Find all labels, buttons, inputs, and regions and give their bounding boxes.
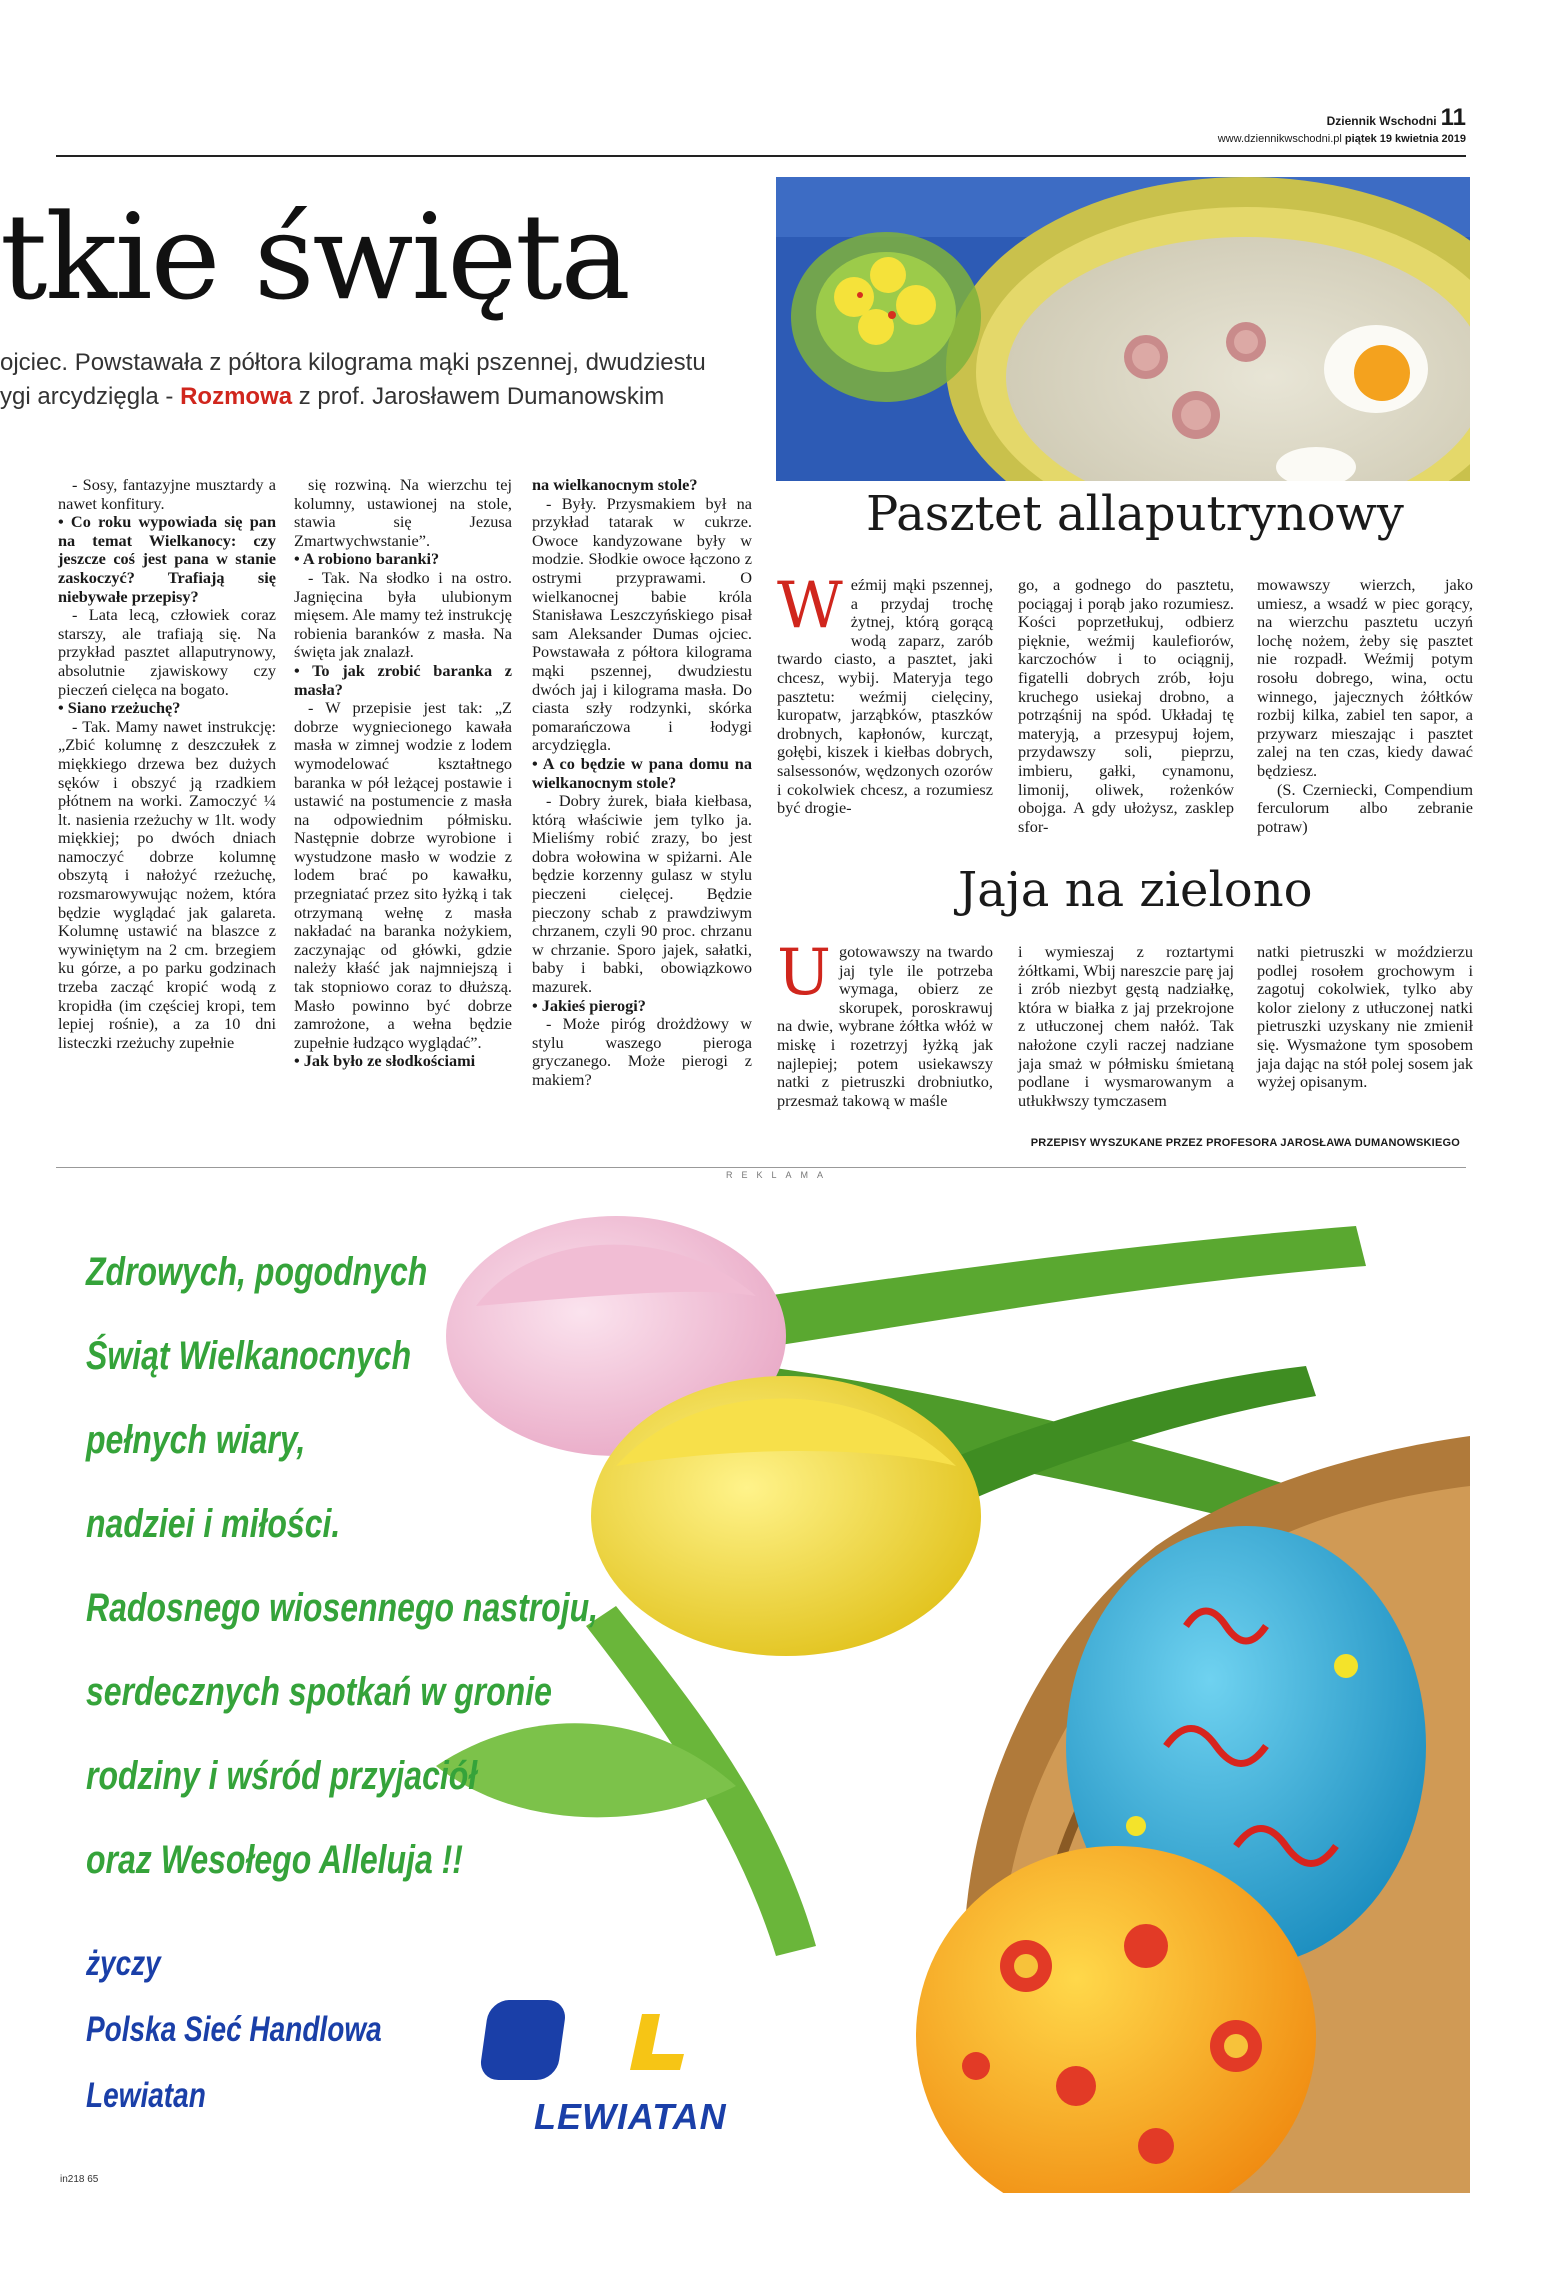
header-rule <box>56 155 1466 157</box>
recipe-2-text-2: i wymieszaj z roztartymi żółtkami, Wbij nareszcie parę jaj i zrób niezbyt gęstą nadziałkę, która w białka z jaj przekrojone z utłuczonej chem nałóż. Tak nałożone czyli raczej nadziane jaja smaż w półmisku śmietaną podlane i wysmarowanym a utłukłwszy tymczasem <box>1018 942 1234 1110</box>
wish-line: Radosnego wiosennego nastroju, <box>86 1586 599 1630</box>
lead-text: ygi arcydzięgla - <box>0 383 181 410</box>
easter-advertisement <box>56 1186 1470 2193</box>
interview-question: na wielkanocnym stole? <box>532 475 698 494</box>
lead-rozmowa: Rozmowa <box>180 383 293 410</box>
interview-answer: - Może piróg drożdżowy w stylu waszego pieroga gryczanego. Może pierogi z makiem? <box>532 1014 752 1089</box>
interview-question: • Jak było ze słodkościami <box>294 1051 476 1071</box>
interview-answer: - Były. Przysmakiem był na przykład tatarak w cukrze. Owoce kandyzowane były w modzie. Słodkie owoce łączono z ostrymi przyprawami. O wielkanocnej babie króla Stanisława Leszczyńskiego pisał sam Aleksander Dumas ojciec. Powstawała z półtora kilograma mąki pszennej, dwudziestu dwóch jaj i kilograma masła. Do ciasta szły rodzynki, skórka pomarańczowa i łodygi arcydzięgla. <box>532 493 752 755</box>
recipe-2-text-3: natki pietruszki w moździerzu podlej rosołem grochowym i zagotuj cokolwiek, tylko aby kolor zielony z utłuczonej natki pietruszki uzyskany nie zmienił się. Wysmażone tym sposobem jaja dając na stół polej sosem jak wyżej opisanym. <box>1257 942 1473 1092</box>
recipe-1-text-1: eźmij mąki pszennej, a przydaj trochę żytnej, którą gorącą wodą zaparz, zarób twardo ciasto, a pasztet, jaki chcesz, wybij. Materyja tego pasztetu: weźmij cielęciny, kuropatw, jarząbków, ptaszków drobnych, kapłonów, kurcząt, gołębi, kiszek i kiełbas dobrych, salsessonów, wędzonych ozorów i cokolwiek chcesz, a rozumiesz być drogie- <box>777 575 993 818</box>
interview-question: • A co będzie w pana domu na wielkanocnym stole? <box>532 753 752 792</box>
interview-answer: - Lata lecą, człowiek coraz starszy, ale trafiają się. Na przykład pasztet allaputrynowy, absolutnie zjawiskowy czy pieczeń cielęca na bogato. <box>58 605 276 699</box>
lewiatan-logo-icon <box>478 2000 684 2080</box>
recipe-2-column-3 <box>1257 943 1473 1092</box>
interview-answer: - W przepisie jest tak: „Z dobrze wygniecionego kawała masła w zimnej wodzie z lodem wymodelować kształtnego baranka w pół leżącej postawie i ustawić na postumencie z masła na odpowiednim półmisku. Następnie dobrze wyrobione i wystudzone masło w wodzie z lodem brać po kawałku, przegniatać przez sito łyżką i tak otrzymaną wełnę z masła nakładać na baranka nożykiem, zaczynając od główki, gdzie należy kłaść jak najmniejszą i tak stopniowo coraz to dłuższą. Masło powinno być dobrze zamrożone, a wełna będzie zupełnie łudząco wyglądać”. <box>294 698 512 1052</box>
recipe-2-dropcap: U <box>777 936 831 1010</box>
interview-question: • To jak zrobić baranka z masła? <box>294 660 512 699</box>
article-lead <box>0 346 730 414</box>
page-header <box>1218 104 1466 145</box>
recipe-1-source: (S. Czerniecki, Compendium ferculorum albo zebranie potraw) <box>1257 779 1473 836</box>
publication-name: Dziennik Wschodni <box>1326 114 1437 128</box>
interview-answer: - Dobry żurek, biała kiełbasa, którą właściwie jem tylko ja. Mieliśmy robić zrazy, bo jest dobra wołowina w spiżarni. Ale będzie korzenny gulasz w stylu pieczeni cielęcej. Będzie pieczony schab z prawdziwym chrzanem, czyli 90 proc. chrzanu w chrzanie. Sporo jajek, sałatki, baby i babki, obowiązkowo mazurek. <box>532 791 752 997</box>
interview-column-1 <box>58 476 276 1052</box>
ad-label: REKLAMA <box>725 1170 832 1180</box>
interview-column-3 <box>532 476 752 1090</box>
recipe-1-column-2 <box>1018 576 1234 836</box>
wish-line: Zdrowych, pogodnych <box>86 1250 428 1294</box>
lead-line-1: ojciec. Powstawała z półtora kilograma mąki pszennej, dwudziestu <box>0 349 706 376</box>
page-number: 11 <box>1440 104 1466 131</box>
recipe-2-title: Jaja na zielono <box>958 862 1313 918</box>
interview-answer: - Sosy, fantazyjne musztardy a nawet konfitury. <box>58 475 276 513</box>
interview-question: • Co roku wypowiada się pan na temat Wielkanocy: czy jeszcze coś jest pana w stanie zaskoczyć? Trafiają się niebywałe przepisy? <box>58 512 276 606</box>
lewiatan-logo-text: LEWIATAN <box>534 2096 727 2137</box>
interview-question: • Jakieś pierogi? <box>532 995 646 1015</box>
ad-code: in218 65 <box>60 2174 99 2185</box>
interview-column-2 <box>294 476 512 1071</box>
sign-line: Lewiatan <box>86 2076 206 2115</box>
section-rule <box>56 1167 1466 1168</box>
wish-line: oraz Wesołego Alleluja !! <box>86 1838 463 1882</box>
ad-wishes <box>86 1230 598 1902</box>
sign-line: Polska Sieć Handlowa <box>86 2010 382 2049</box>
interview-question: • A robiono baranki? <box>294 549 440 569</box>
recipe-2-column-2 <box>1018 943 1234 1110</box>
recipes-credit: PRZEPISY WYSZUKANE PRZEZ PROFESORA JAROSŁAWA DUMANOWSKIEGO <box>1030 1137 1460 1149</box>
sign-line: życzy <box>86 1944 161 1983</box>
recipe-1-column-1 <box>777 569 993 818</box>
zurek-photo <box>776 177 1470 481</box>
recipe-1-text-3: mowawszy wierzch, jako umiesz, a wsadź w piec gorący, na wierzchu pasztetu uczyń lochę nożem, żeby się pasztet nie rozpadł. Weźmij potym rosołu dobrego, wina, octu winnego, jajecznych żółtków rozbij kilka, zabiel ten sapor, a przywarz mieszając i pasztet zalej na ten czas, kiedy dawać będziesz. <box>1257 575 1473 780</box>
article-headline: tkie święta <box>0 188 629 326</box>
lead-author: z prof. Jarosławem Dumanowskim <box>292 383 665 410</box>
recipe-1-column-3 <box>1257 576 1473 836</box>
wish-line: pełnych wiary, <box>86 1418 306 1462</box>
recipe-1-dropcap: W <box>777 569 843 643</box>
lead-line-2 <box>0 380 730 414</box>
interview-answer: się rozwiną. Na wierzchu tej kolumny, ustawionej na stole, stawia się Jezusa Zmartwychwstanie”. <box>294 475 512 550</box>
interview-answer: - Tak. Mamy nawet instrukcję: „Zbić kolumnę z deszczułek z miękkiego drzewa bez dużych sęków i obszyć ją rzadkiem płótnem na worki. Zamoczyć ¼ lt. nasienia rzeżuchy w 1lt. wody miękkiej; po dwóch dniach namoczyć dobrze kolumnę obszytą i nałożyć rzeżuchę, rozsmarowywując nożem, która będzie wyglądać jak galareta. Kolumnę ustawić na blaszce z wywiniętym na 2 cm. brzegiem ku górze, a po parku godzinach trzeba zacząć kropić wodą z kropidła (im częściej kropi, tem lepiej rośnie), a za 10 dni listeczki rzeżuchy zupełnie <box>58 716 276 1052</box>
wish-line: nadziei i miłości. <box>86 1502 341 1546</box>
ad-signature <box>86 1931 382 2129</box>
wish-line: serdecznych spotkań w gronie <box>86 1670 552 1714</box>
interview-answer: - Tak. Na słodko i na ostro. Jagnięcina była ulubionym mięsem. Ale mamy też instrukcję robienia baranków z masła. Na święta jak znalazł. <box>294 567 512 662</box>
recipe-1-title: Pasztet allaputrynowy <box>866 486 1404 542</box>
recipe-2-text-1: gotowawszy na twardo jaj tyle ile potrzeba wymaga, obierz ze skorupek, poroskrawuj na dwie, wybrane żółtka włóż w miskę i rozetrzyj łyżką jak najlepiej; potem usiekawszy natki z pietruszki drobniutko, przesmaż takową w maśle <box>777 942 993 1110</box>
recipe-2-column-1 <box>777 936 993 1110</box>
website-link[interactable]: www.dziennikwschodni.pl <box>1217 133 1342 145</box>
interview-question: • Siano rzeżuchę? <box>58 698 181 718</box>
recipe-1-text-2: go, a godnego do pasztetu, pociągaj i porąb jako rozumiesz. Kości poprzetłukuj, odbierz pięknie, weźmij kaulefiorów, karczochów i to ociągnij, figatelli dobrych zrób, łoju kruchego usiekaj drobno, a potrząśnij na spód. Układaj tę materyją, a przesypuj łojem, przydawszy soli, pieprzu, imbieru, gałki, cynamonu, limonij, oliwek, rożenków obojga. A gdy ułożysz, zasklep sfor- <box>1018 575 1234 836</box>
wish-line: rodziny i wśród przyjaciół <box>86 1754 478 1798</box>
wish-line: Świąt Wielkanocnych <box>86 1334 412 1378</box>
issue-date: piątek 19 kwietnia 2019 <box>1344 133 1466 145</box>
